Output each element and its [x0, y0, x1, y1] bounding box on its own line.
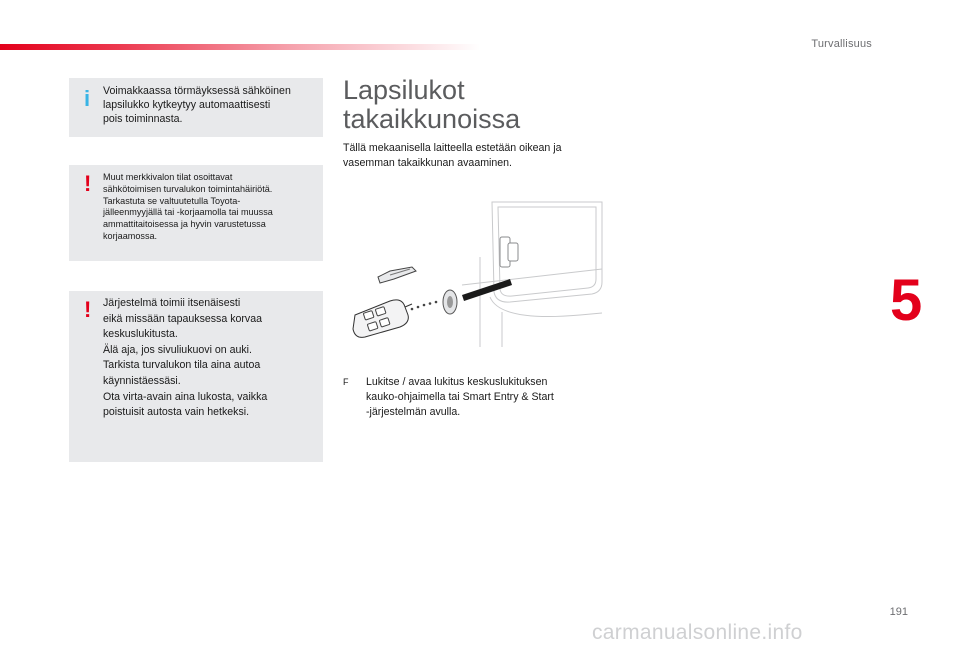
page-number: 191 — [889, 606, 908, 618]
bullet-marker: F — [343, 377, 349, 387]
warning-box-text — [103, 172, 317, 243]
text-line: Tällä mekaanisella laitteella estetään oikean ja — [343, 142, 562, 154]
text-line: käynnistäessäsi. — [103, 374, 181, 387]
title-line: Lapsilukot — [343, 75, 465, 105]
text-line: keskuslukitusta. — [103, 328, 178, 341]
insert-dotted-path — [411, 301, 438, 311]
text-line: jälleenmyyjällä tai -korjaamolla tai muussa — [103, 207, 273, 218]
mechanical-key-blade — [378, 267, 416, 283]
text-line: kauko-ohjaimella tai Smart Entry & Start — [366, 391, 554, 403]
page-title — [343, 76, 520, 134]
intro-text — [343, 141, 603, 171]
key-fob-icon — [353, 300, 412, 337]
info-icon: i — [84, 86, 91, 111]
info-box-text — [103, 84, 317, 126]
chapter-number: 5 — [890, 268, 923, 333]
text-line: Muut merkkivalon tilat osoittavat — [103, 172, 233, 182]
text-line: korjaamossa. — [103, 230, 158, 241]
text-line: Tarkista turvalukon tila aina autoa — [103, 359, 261, 372]
text-line: Järjestelmä toimii itsenäisesti — [103, 297, 241, 309]
section-title: Turvallisuus — [811, 38, 872, 50]
warning-icon: ! — [84, 297, 92, 322]
text-line: Tarkastuta se valtuutetulla Toyota- — [103, 195, 241, 206]
warning-box-text — [103, 296, 317, 421]
header-color-bar — [0, 44, 480, 50]
text-line: -järjestelmän avulla. — [366, 406, 461, 418]
text-line: Ota virta-avain aina lukosta, vaikka — [103, 390, 268, 403]
instruction-bullet — [343, 375, 603, 420]
rear-door-panel — [462, 202, 602, 347]
watermark: carmanualsonline.info — [592, 621, 803, 644]
text-line: lapsilukko kytkeytyy automaattisesti — [103, 99, 271, 111]
key-fob-window-lock-illustration — [350, 197, 610, 347]
text-line: eikä missään tapauksessa korvaa — [103, 312, 262, 325]
text-line: Lukitse / avaa lukitus keskuslukituksen — [366, 376, 548, 388]
info-box — [69, 78, 323, 137]
text-line: sähkötoimisen turvalukon toimintahäiriötä. — [103, 183, 273, 194]
text-line: Voimakkaassa törmäyksessä sähköinen — [103, 85, 291, 97]
text-line: vasemman takaikkunan avaaminen. — [343, 157, 513, 169]
text-line: pois toiminnasta. — [103, 113, 183, 125]
text-line: poistuisit autosta vain hetkeksi. — [103, 406, 250, 419]
text-line: Älä aja, jos sivuliukuovi on auki. — [103, 343, 252, 356]
warning-icon: ! — [84, 171, 92, 196]
title-line: takaikkunoissa — [343, 104, 521, 134]
text-line: ammattitaitoisessa ja hyvin varustetussa — [103, 219, 266, 230]
warning-box-malfunction — [69, 165, 323, 261]
warning-box-system — [69, 291, 323, 462]
